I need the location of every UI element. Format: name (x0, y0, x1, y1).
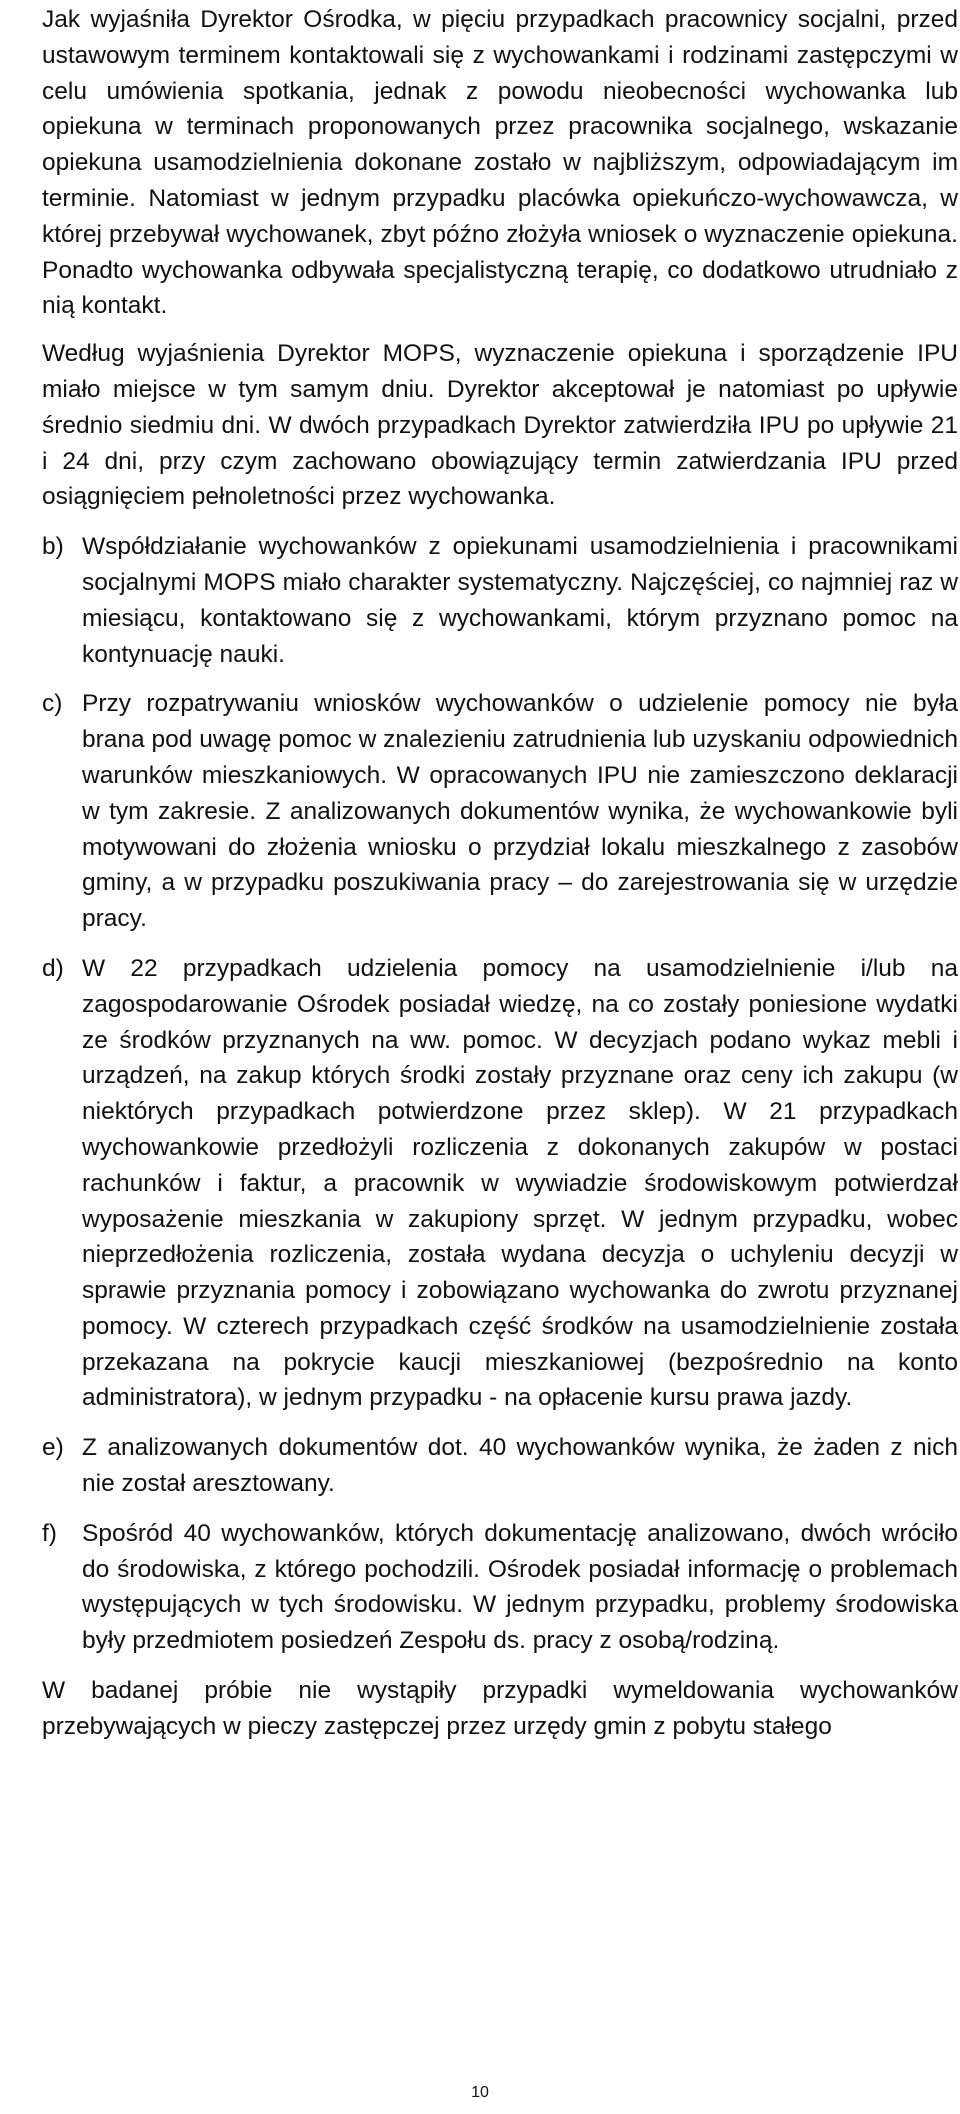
list-item-e (42, 1430, 958, 1502)
list-item-text: Z analizowanych dokumentów dot. 40 wychowanków wynika, że żaden z nich nie został aresztowany. (82, 1434, 958, 1498)
list-marker: f) (42, 1519, 57, 1547)
list-item-text: W 22 przypadkach udzielenia pomocy na usamodzielnienie i/lub na zagospodarowanie Ośrodek posiadał wiedzę, na co zostały poniesione wydatki ze środków przyznanych na ww. pomoc. W decyzjach podano wykaz mebli i urządzeń, na zakup których środki zostały przyznane oraz ceny ich zakupu (w niektórych przypadkach potwierdzone przez sklep). W 21 przypadkach wychowankowie przedłożyli rozliczenia z dokonanych zakupów w postaci rachunków i faktur, a pracownik w wywiadzie środowiskowym potwierdzał wyposażenie mieszkania w zakupiony sprzęt. W jednym przypadku, wobec nieprzedłożenia rozliczenia, została wydana decyzja o uchyleniu decyzji w sprawie przyznania pomocy i zobowiązano wychowanka do zwrotu przyznanej pomocy. W czterech przypadkach część środków na usamodzielnienie została przekazana na pokrycie kaucji mieszkaniowej (bezpośrednio na konto administratora), w jednym przypadku - na opłacenie kursu prawa jazdy. (82, 954, 958, 1412)
list-marker: d) (42, 954, 64, 982)
list-item-text: Współdziałanie wychowanków z opiekunami usamodzielnienia i pracownikami socjalnymi MOPS miało charakter systematyczny. Najczęściej, co najmniej raz w miesiącu, kontaktowano się z wychowankami, którym przyznano pomoc na kontynuację nauki. (82, 533, 958, 668)
list-marker: e) (42, 1434, 64, 1462)
list-item-text: Przy rozpatrywaniu wniosków wychowanków o udzielenie pomocy nie była brana pod uwagę pomoc w znalezieniu zatrudnienia lub uzyskaniu odpowiednich warunków mieszkaniowych. W opracowanych IPU nie zamieszczono deklaracji w tym zakresie. Z analizowanych dokumentów wynika, że wychowankowie byli motywowani do złożenia wniosku o przydział lokalu mieszkalnego z zasobów gminy, a w przypadku poszukiwania pracy – do zarejestrowania się w urzędzie pracy. (82, 690, 958, 933)
list-marker: c) (42, 690, 63, 718)
paragraph-explanation-director: Jak wyjaśniła Dyrektor Ośrodka, w pięciu przypadkach pracownicy socjalni, przed ustawowym terminem kontaktowali się z wychowankami i rodzinami zastępczymi w celu umówienia spotkania, jednak z powodu nieobecności wychowanka lub opiekuna w terminach proponowanych przez pracownika socjalnego, wskazanie opiekuna usamodzielnienia dokonane zostało w najbliższym, odpowiadającym im terminie. Natomiast w jednym przypadku placówka opiekuńczo-wychowawcza, w której przebywał wychowanek, zbyt późno złożyła wniosek o wyznaczenie opiekuna. Ponadto wychowanka odbywała specjalistyczną terapię, co dodatkowo utrudniało z nią kontakt. (42, 6, 958, 320)
list-item-f (42, 1516, 958, 1659)
paragraph-closing: W badanej próbie nie wystąpiły przypadki wymeldowania wychowanków przebywających w pieczy zastępczej przez urzędy gmin z pobytu stałego (42, 1677, 958, 1740)
list-marker: b) (42, 533, 64, 561)
list-item-b (42, 529, 958, 672)
paragraph-mops-explanation: Według wyjaśnienia Dyrektor MOPS, wyznaczenie opiekuna i sporządzenie IPU miało miejsce w tym samym dniu. Dyrektor akceptował je natomiast po upływie średnio siedmiu dni. W dwóch przypadkach Dyrektor zatwierdziła IPU po upływie 21 i 24 dni, przy czym zachowano obowiązujący termin zatwierdzania IPU przed osiągnięciem pełnoletności przez wychowanka. (42, 340, 958, 511)
page-number: 10 (471, 2084, 489, 2101)
list-item-d (42, 951, 958, 1416)
list-item-text: Spośród 40 wychowanków, których dokumentację analizowano, dwóch wróciło do środowiska, z którego pochodzili. Ośrodek posiadał informację o problemach występujących w tych środowisku. W jednym przypadku, problemy środowiska były przedmiotem posiedzeń Zespołu ds. pracy z osobą/rodziną. (82, 1519, 958, 1655)
document-body (42, 2, 958, 1745)
list-item-c (42, 686, 958, 937)
